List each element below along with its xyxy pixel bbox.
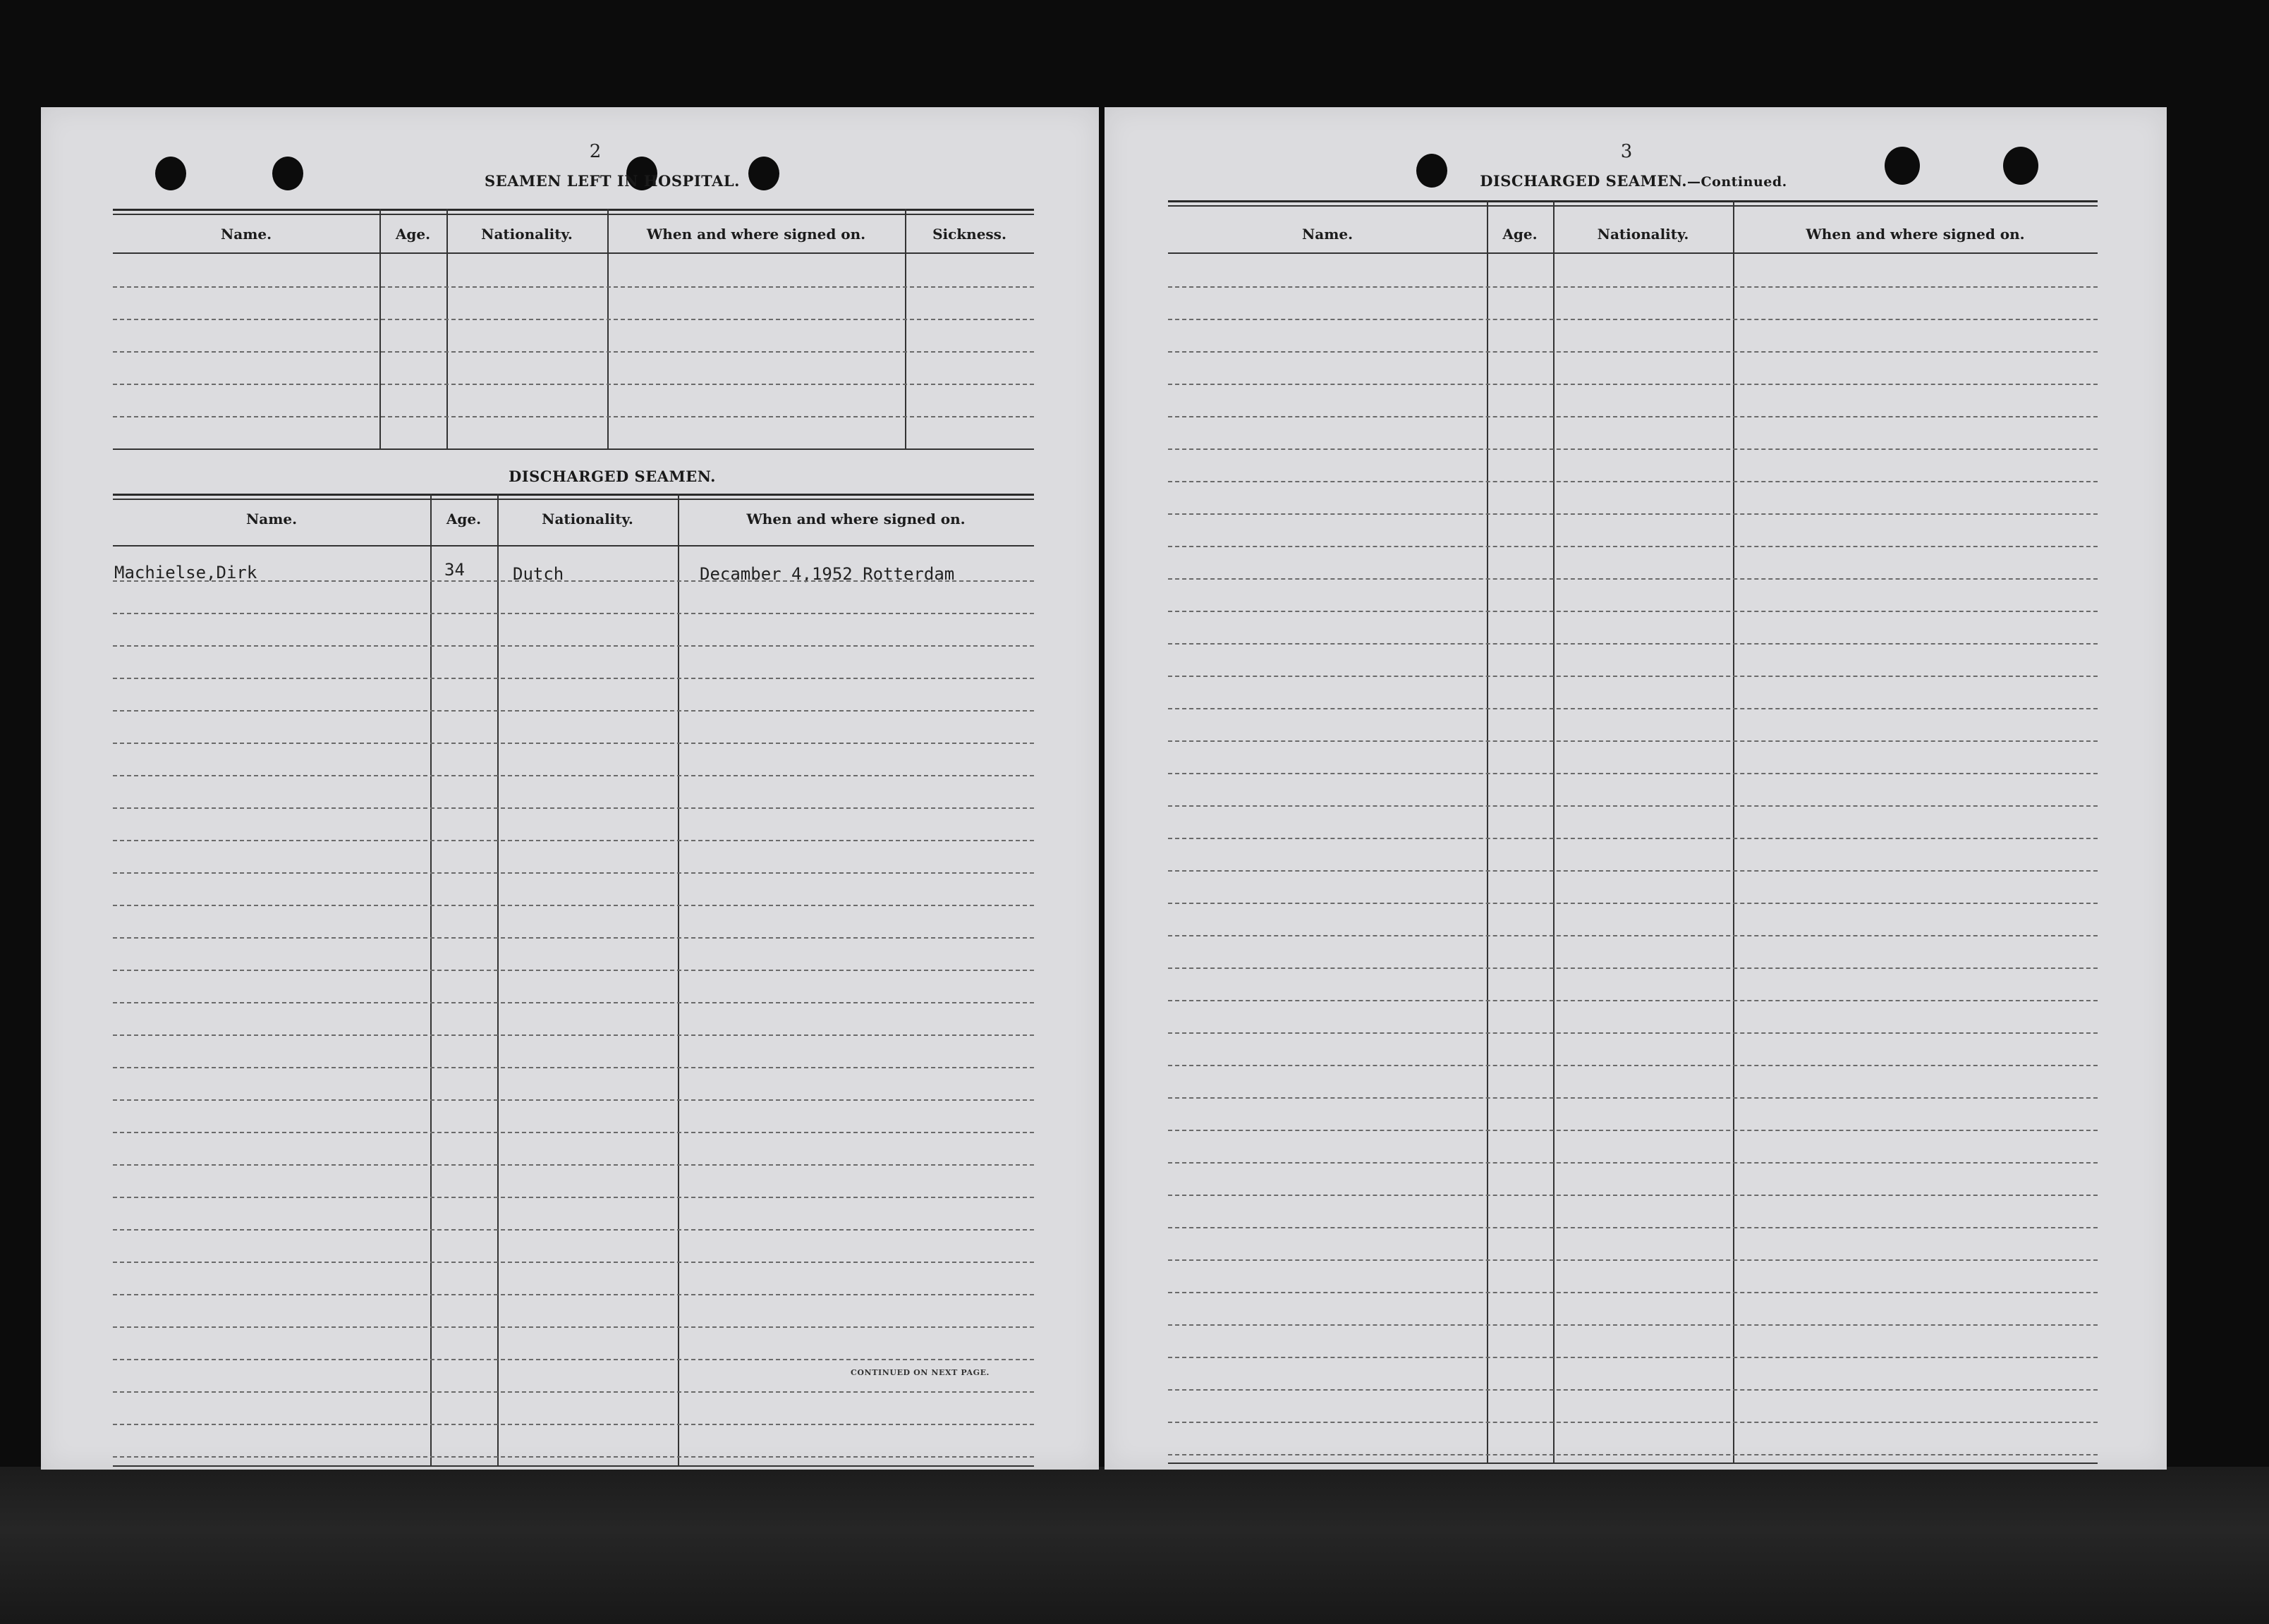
discharged-table [113, 494, 1034, 1481]
title-text: DISCHARGED SEAMEN. [1480, 172, 1688, 190]
punch-hole [155, 157, 186, 190]
column-header-nationality: Nationality. [481, 226, 573, 243]
punch-hole [272, 157, 303, 190]
right-page [1105, 107, 2167, 1470]
discharged-section-title: DISCHARGED SEAMEN. [509, 468, 716, 485]
punch-hole [1885, 147, 1920, 185]
title-suffix: —Continued. [1687, 174, 1787, 190]
entry-age: 34 [444, 560, 465, 580]
hospital-section-title: SEAMEN LEFT IN HOSPITAL. [485, 172, 740, 190]
entry-nationality: Dutch [513, 564, 564, 584]
column-header-nationality: Nationality. [542, 511, 633, 527]
entry-signed-on: Decamber 4,1952 Rotterdam [700, 564, 955, 584]
column-header-age: Age. [1502, 226, 1538, 243]
column-header-name: Name. [220, 226, 272, 243]
punch-hole [2003, 147, 2038, 185]
continued-note: CONTINUED ON NEXT PAGE. [851, 1368, 990, 1377]
entry-name: Machielse,Dirk [114, 563, 257, 582]
column-header-name: Name. [245, 511, 298, 527]
column-header-sickness: Sickness. [932, 226, 1006, 243]
column-header-nationality: Nationality. [1597, 226, 1689, 243]
left-page [41, 107, 1099, 1470]
page-number: 3 [1620, 141, 1633, 162]
discharged-continued-table [1168, 200, 2098, 1484]
scanner-background [0, 1467, 2269, 1624]
column-header-signed-on: When and where signed on. [746, 511, 966, 527]
column-header-name: Name. [1301, 226, 1354, 243]
column-header-age: Age. [446, 511, 482, 527]
column-header-signed-on: When and where signed on. [646, 226, 866, 243]
column-header-signed-on: When and where signed on. [1806, 226, 2025, 243]
column-header-age: Age. [395, 226, 431, 243]
page-number: 2 [589, 141, 602, 162]
discharged-continued-title [1429, 172, 1838, 190]
